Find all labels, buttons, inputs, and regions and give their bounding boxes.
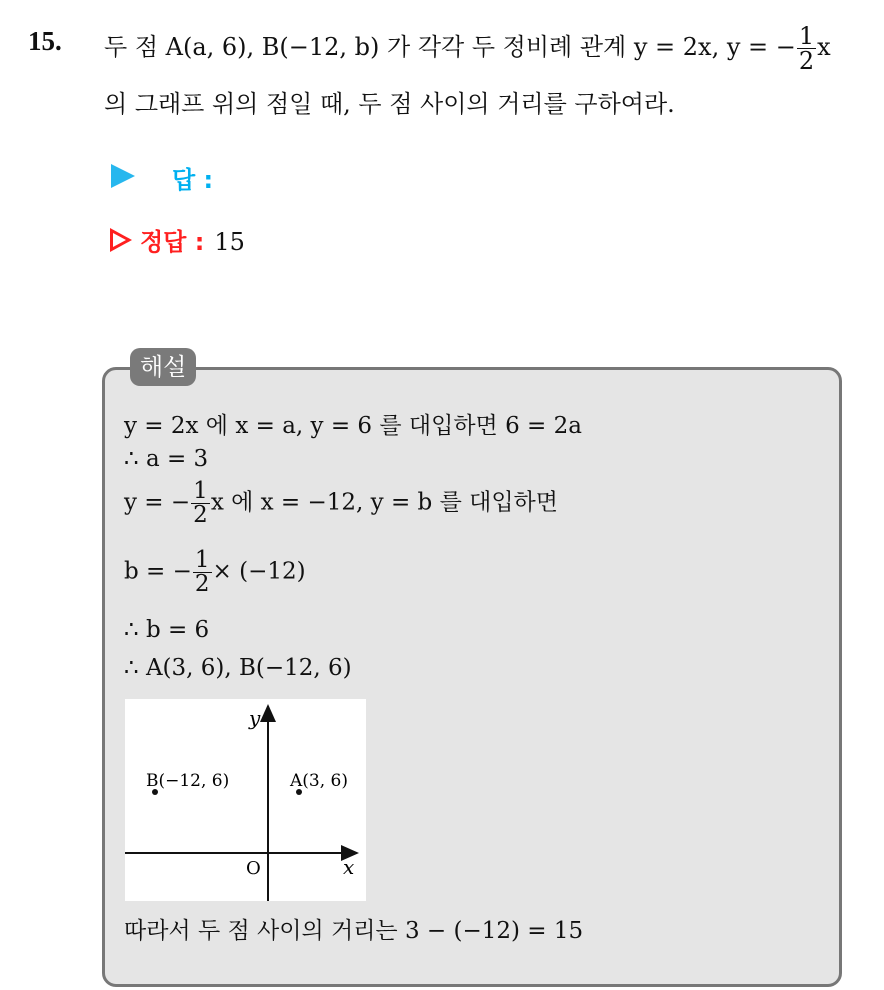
correct-value: 15: [214, 228, 245, 256]
question-number: 15.: [28, 26, 62, 56]
outline-arrow-icon: [110, 228, 132, 252]
correct-label: 정답 :: [140, 228, 205, 256]
fraction: [193, 549, 212, 596]
math-text: y = −: [124, 489, 191, 516]
solution-line-5: ∴ b = 6: [124, 617, 210, 643]
point-b-label: B(−12, 6): [146, 771, 230, 791]
denominator: 2: [798, 47, 815, 75]
solution-line-3: [124, 480, 558, 527]
numerator: 1: [194, 547, 210, 573]
play-arrow-icon: [111, 164, 135, 188]
solution-tag: 해설: [130, 348, 196, 386]
solution-final: 따라서 두 점 사이의 거리는 3 − (−12) = 15: [124, 918, 584, 944]
math-text: b = −: [124, 558, 192, 585]
solution-line-1: y = 2x 에 x = a, y = 6 를 대입하면 6 = 2a: [124, 413, 582, 439]
solution-line-6: ∴ A(3, 6), B(−12, 6): [124, 655, 352, 681]
point-a-label: A(3, 6): [290, 771, 348, 791]
math-text: x 에 x = −12, y = b 를 대입하면: [210, 489, 558, 516]
math-text: × (−12): [212, 558, 306, 585]
denominator: 2: [193, 502, 208, 528]
coordinate-graph: [125, 699, 366, 901]
origin-label: O: [246, 858, 261, 879]
solution-line-2: ∴ a = 3: [124, 446, 209, 472]
x-axis-label: x: [343, 855, 355, 879]
numerator: 1: [798, 22, 815, 50]
correct-answer: [110, 222, 245, 257]
y-axis-label: y: [249, 706, 261, 730]
question-text: x: [817, 33, 831, 61]
solution-line-4: [124, 549, 306, 596]
graph-svg: [125, 699, 366, 901]
question-line-2: 의 그래프 위의 점일 때, 두 점 사이의 거리를 구하여라.: [104, 90, 675, 118]
fraction: [191, 480, 210, 527]
numerator: 1: [193, 478, 208, 504]
fraction: [797, 24, 816, 73]
question-text: 두 점 A(a, 6), B(−12, b) 가 각각 두 정비례 관계 y = 2x, y = −: [104, 33, 796, 61]
question-line-1: [104, 24, 831, 73]
answer-label: 답 :: [172, 166, 214, 194]
denominator: 2: [194, 571, 210, 597]
